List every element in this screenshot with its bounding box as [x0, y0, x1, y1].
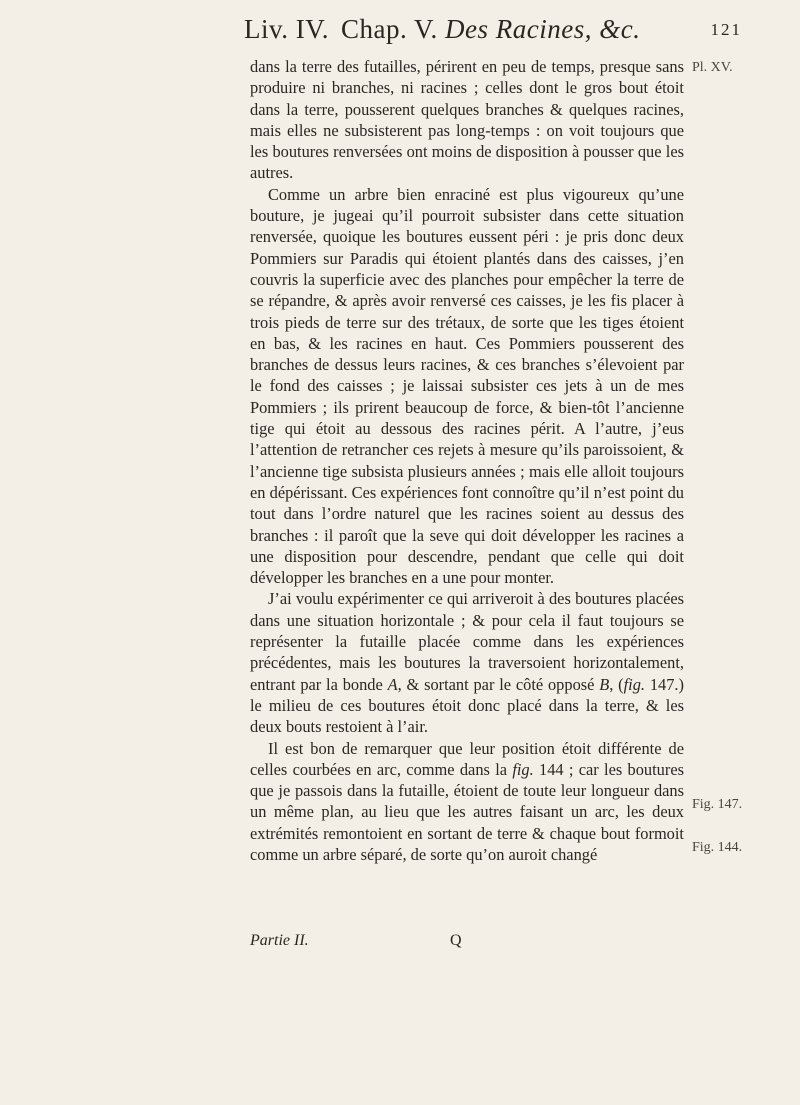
margin-note-plate: Pl. XV.	[692, 60, 733, 75]
margin-note-fig147: Fig. 147.	[692, 797, 743, 812]
paragraph-2: Comme un arbre bien enraciné est plus vigoureux qu’une bouture, je jugeai qu’il pourroit subsister dans cette situation renversée, quoique les boutures eussent péri : je pris donc deux Pommiers sur Paradis qui étoient plantés dans des caisses, j’en couvris la superficie avec des planches pour empêcher la terre de se répandre, & après avoir renversé ces caisses, je les fis placer à trois pieds de terre sur des trétaux, de sorte que les tiges étoient en bas, & les racines en haut. Ces Pommiers pousserent des branches de dessus leurs racines, & ces branches s’élevoient par le fond des caisses ; je laissai subsister ces jets à un de mes Pommiers ; ils prirent beaucoup de force, & bien-tôt l’ancienne tige qui étoit au dessous des racines périt. A l’autre, j’eus l’attention de retrancher ces rejets à mesure qu’ils paroissoient, & l’ancienne tige subsista plusieurs années ; mais elle alloit toujours en dépérissant. Ces expériences font connoître qu’il n’est point du tout dans l’ordre naturel que les racines soient au dessus des branches : il paroît que la seve qui doit développer les racines a une disposition pour descendre, pendant que celle qui doit développer les branches en a une pour monter.	[250, 184, 684, 588]
signature-line	[250, 932, 684, 954]
signature-mark: Q	[450, 932, 462, 949]
paragraph-1: dans la terre des futailles, périrent en peu de temps, presque sans produire ni branches, ni racines ; celles dont le gros bout étoit dans la terre, pousserent quelques branches & quelques racines, mais elles ne subsisterent pas long-temps : on voit toujours que les boutures renversées ont moins de disposition à pousser que les autres.	[250, 57, 684, 183]
chapter-number: Chap. V.	[341, 14, 438, 44]
page-number: 121	[710, 20, 742, 39]
figure-reference: fig.	[623, 674, 646, 694]
label-a: A	[387, 674, 398, 694]
label-b: B	[599, 674, 610, 694]
body-text	[250, 56, 684, 865]
paragraph-3: J’ai voulu expérimenter ce qui arriveroit à des boutures placées dans une situation horizontale ; & pour cela il faut toujours se représenter la futaille placée comme dans les expériences précédentes, mais les boutures la traversoient horizontalement, entrant par la bonde A, & sortant par le côté opposé B, (fig. 147.) le milieu de ces boutures étoit donc placé dans la terre, & les deux bouts restoient à l’air.	[250, 589, 684, 737]
signature-part: Partie II.	[250, 932, 309, 949]
book-number: Liv. IV.	[244, 14, 329, 44]
figure-reference: fig.	[512, 759, 534, 779]
margin-note-fig144: Fig. 144.	[692, 840, 743, 855]
chapter-title: Des Racines, &c.	[445, 14, 641, 44]
running-head	[244, 14, 764, 50]
paragraph-4: Il est bon de remarquer que leur position étoit différente de celles courbées en arc, comme dans la fig. 144 ; car les boutures que je passois dans la futaille, étoient de toute leur longueur dans un même plan, au lieu que les autres faisant un arc, les deux extrémités remontoient en sortant de terre & chaque bout formoit comme un arbre séparé, de sorte qu’on auroit changé	[250, 738, 684, 864]
